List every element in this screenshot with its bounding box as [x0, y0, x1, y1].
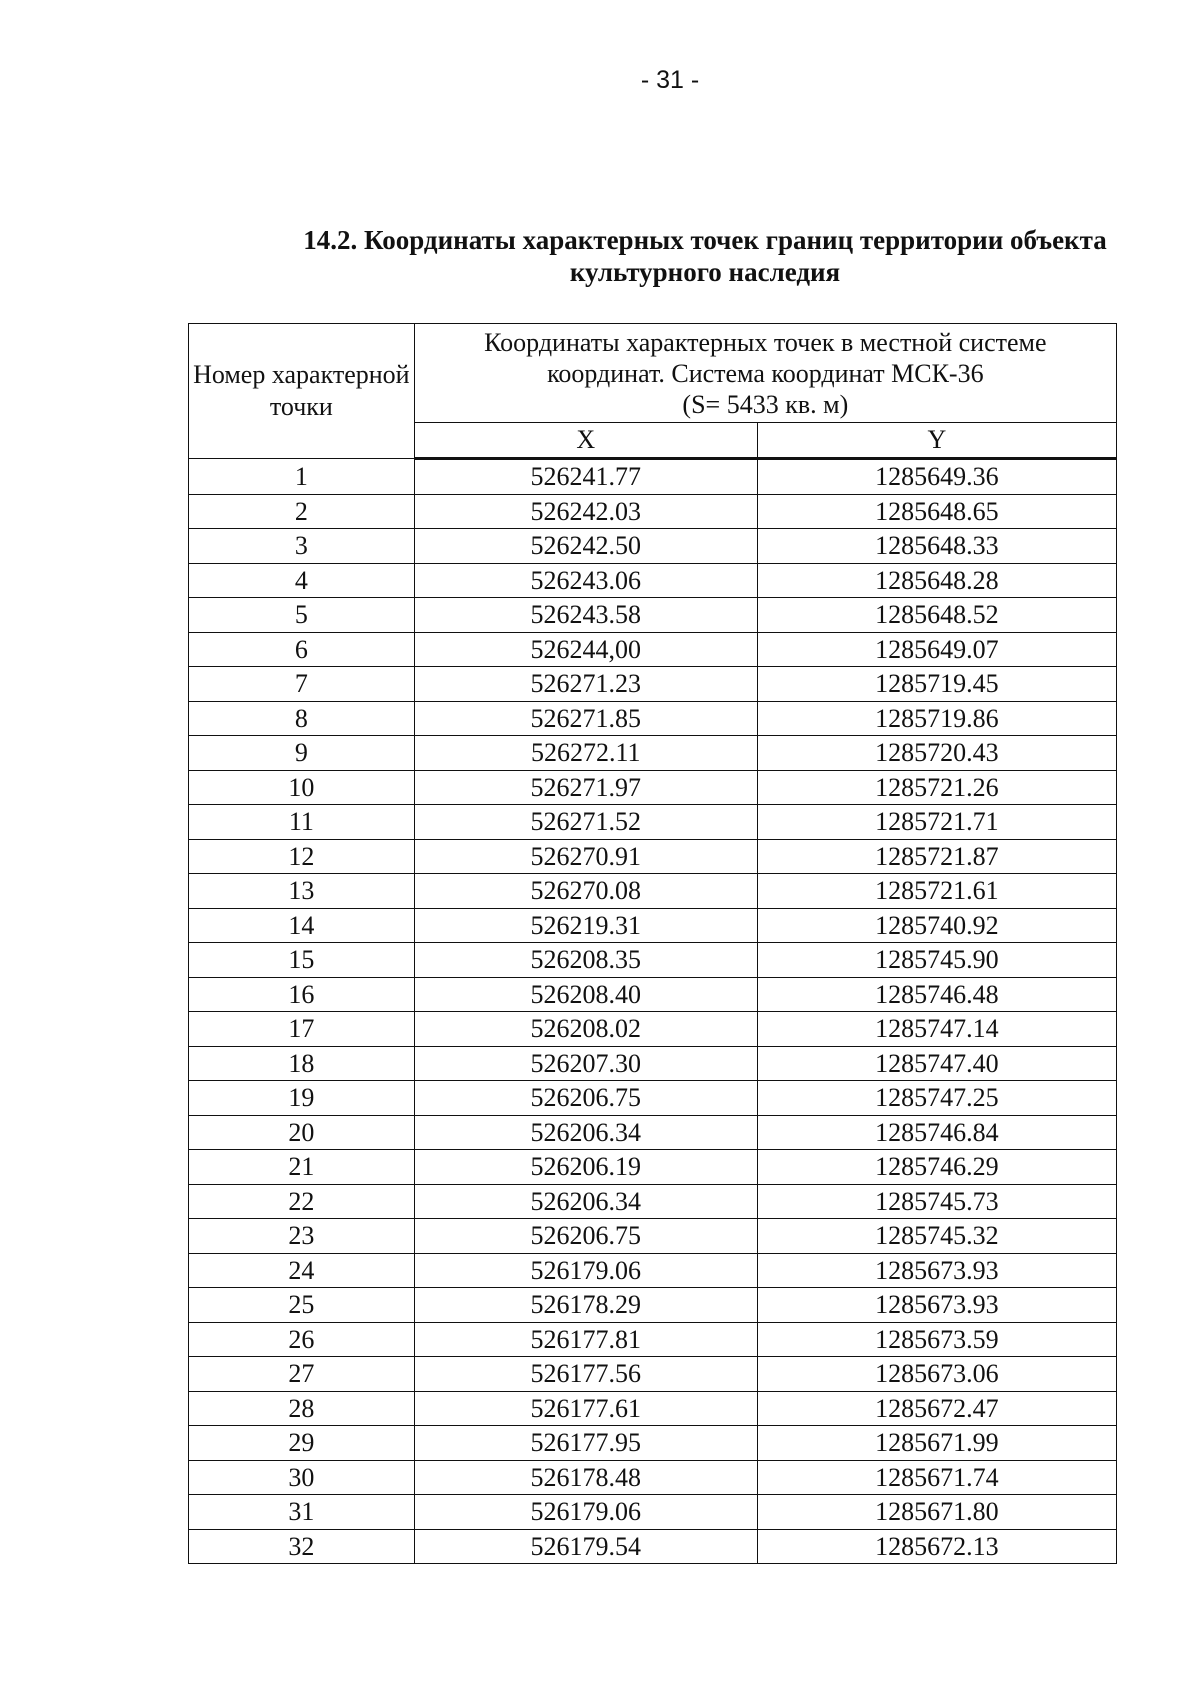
- point-number-cell: 31: [189, 1495, 415, 1530]
- table-row: [189, 805, 1117, 840]
- point-number-header: Номер характерной точки: [189, 324, 415, 459]
- table-row: [189, 563, 1117, 598]
- x-coordinate-cell: 526177.95: [414, 1426, 757, 1461]
- point-number-cell: 25: [189, 1288, 415, 1323]
- table-row: [189, 1150, 1117, 1185]
- y-coordinate-cell: 1285672.47: [757, 1391, 1116, 1426]
- x-coordinate-cell: 526271.52: [414, 805, 757, 840]
- y-coordinate-cell: 1285721.26: [757, 770, 1116, 805]
- y-coordinate-cell: 1285745.73: [757, 1184, 1116, 1219]
- point-number-cell: 1: [189, 459, 415, 495]
- point-number-cell: 13: [189, 874, 415, 909]
- point-number-cell: 15: [189, 943, 415, 978]
- x-coordinate-cell: 526208.35: [414, 943, 757, 978]
- table-row: [189, 1219, 1117, 1254]
- x-coordinate-cell: 526271.23: [414, 667, 757, 702]
- table-row: [189, 1495, 1117, 1530]
- x-coordinate-cell: 526241.77: [414, 459, 757, 495]
- point-number-cell: 17: [189, 1012, 415, 1047]
- table-row: [189, 632, 1117, 667]
- point-number-cell: 6: [189, 632, 415, 667]
- x-coordinate-cell: 526177.61: [414, 1391, 757, 1426]
- x-coordinate-cell: 526208.40: [414, 977, 757, 1012]
- point-number-cell: 14: [189, 908, 415, 943]
- table-row: [189, 1529, 1117, 1564]
- y-coordinate-cell: 1285671.99: [757, 1426, 1116, 1461]
- point-number-cell: 3: [189, 529, 415, 564]
- x-coordinate-cell: 526206.75: [414, 1219, 757, 1254]
- x-coordinate-cell: 526178.29: [414, 1288, 757, 1323]
- point-number-cell: 8: [189, 701, 415, 736]
- x-coordinate-cell: 526244,00: [414, 632, 757, 667]
- x-coordinate-cell: 526243.06: [414, 563, 757, 598]
- table-row: [189, 1426, 1117, 1461]
- y-coordinate-cell: 1285721.87: [757, 839, 1116, 874]
- table-row: [189, 598, 1117, 633]
- y-coordinate-cell: 1285746.48: [757, 977, 1116, 1012]
- y-coordinate-cell: 1285720.43: [757, 736, 1116, 771]
- point-number-cell: 18: [189, 1046, 415, 1081]
- x-coordinate-cell: 526177.81: [414, 1322, 757, 1357]
- point-number-cell: 23: [189, 1219, 415, 1254]
- point-number-cell: 11: [189, 805, 415, 840]
- x-coordinate-cell: 526178.48: [414, 1460, 757, 1495]
- table-row: [189, 736, 1117, 771]
- point-number-cell: 28: [189, 1391, 415, 1426]
- x-coordinate-cell: 526242.50: [414, 529, 757, 564]
- y-coordinate-cell: 1285673.93: [757, 1253, 1116, 1288]
- table-row: [189, 1460, 1117, 1495]
- point-number-cell: 27: [189, 1357, 415, 1392]
- y-coordinate-cell: 1285746.84: [757, 1115, 1116, 1150]
- x-coordinate-cell: 526177.56: [414, 1357, 757, 1392]
- x-coordinate-cell: 526219.31: [414, 908, 757, 943]
- y-coordinate-cell: 1285747.40: [757, 1046, 1116, 1081]
- table-header: [189, 324, 1117, 459]
- y-coordinate-cell: 1285719.45: [757, 667, 1116, 702]
- point-number-cell: 12: [189, 839, 415, 874]
- y-coordinate-cell: 1285649.36: [757, 459, 1116, 495]
- x-coordinate-cell: 526207.30: [414, 1046, 757, 1081]
- coordinates-table: [188, 323, 1117, 1564]
- group-header-line-2: координат. Система координат МСК-36: [547, 358, 984, 388]
- y-coordinate-cell: 1285740.92: [757, 908, 1116, 943]
- table-row: [189, 943, 1117, 978]
- point-number-cell: 5: [189, 598, 415, 633]
- y-coordinate-cell: 1285648.33: [757, 529, 1116, 564]
- y-coordinate-cell: 1285671.74: [757, 1460, 1116, 1495]
- y-coordinate-cell: 1285648.52: [757, 598, 1116, 633]
- point-number-cell: 16: [189, 977, 415, 1012]
- table-row: [189, 494, 1117, 529]
- point-number-cell: 21: [189, 1150, 415, 1185]
- x-coordinate-cell: 526179.06: [414, 1495, 757, 1530]
- y-coordinate-cell: 1285746.29: [757, 1150, 1116, 1185]
- y-coordinate-cell: 1285673.59: [757, 1322, 1116, 1357]
- point-number-cell: 9: [189, 736, 415, 771]
- table-row: [189, 1391, 1117, 1426]
- point-number-cell: 2: [189, 494, 415, 529]
- point-number-cell: 26: [189, 1322, 415, 1357]
- y-coordinate-cell: 1285745.90: [757, 943, 1116, 978]
- x-coordinate-cell: 526179.06: [414, 1253, 757, 1288]
- page-number: - 31 -: [640, 66, 700, 94]
- point-number-cell: 29: [189, 1426, 415, 1461]
- y-coordinate-cell: 1285671.80: [757, 1495, 1116, 1530]
- y-coordinate-cell: 1285648.28: [757, 563, 1116, 598]
- point-number-cell: 4: [189, 563, 415, 598]
- x-column-header: X: [414, 423, 757, 459]
- table-row: [189, 1046, 1117, 1081]
- section-title: [270, 224, 1140, 288]
- x-coordinate-cell: 526271.97: [414, 770, 757, 805]
- point-number-cell: 32: [189, 1529, 415, 1564]
- x-coordinate-cell: 526270.08: [414, 874, 757, 909]
- table-row: [189, 1081, 1117, 1116]
- table-row: [189, 977, 1117, 1012]
- point-number-cell: 30: [189, 1460, 415, 1495]
- y-column-header: Y: [757, 423, 1116, 459]
- x-coordinate-cell: 526206.19: [414, 1150, 757, 1185]
- y-coordinate-cell: 1285721.71: [757, 805, 1116, 840]
- x-coordinate-cell: 526206.34: [414, 1184, 757, 1219]
- y-coordinate-cell: 1285747.14: [757, 1012, 1116, 1047]
- section-title-line-1: 14.2. Координаты характерных точек границ территории объекта: [303, 225, 1107, 255]
- y-coordinate-cell: 1285721.61: [757, 874, 1116, 909]
- point-number-cell: 10: [189, 770, 415, 805]
- table-body: [189, 459, 1117, 1564]
- x-coordinate-cell: 526271.85: [414, 701, 757, 736]
- group-header-line-3: (S= 5433 кв. м): [682, 389, 849, 419]
- x-coordinate-cell: 526270.91: [414, 839, 757, 874]
- point-number-cell: 19: [189, 1081, 415, 1116]
- x-coordinate-cell: 526243.58: [414, 598, 757, 633]
- table-row: [189, 1115, 1117, 1150]
- x-coordinate-cell: 526206.75: [414, 1081, 757, 1116]
- point-number-cell: 20: [189, 1115, 415, 1150]
- coordinates-group-header: [414, 324, 1116, 423]
- table-row: [189, 459, 1117, 495]
- y-coordinate-cell: 1285648.65: [757, 494, 1116, 529]
- table-row: [189, 1322, 1117, 1357]
- y-coordinate-cell: 1285649.07: [757, 632, 1116, 667]
- x-coordinate-cell: 526272.11: [414, 736, 757, 771]
- point-number-cell: 24: [189, 1253, 415, 1288]
- point-number-cell: 7: [189, 667, 415, 702]
- table-row: [189, 1184, 1117, 1219]
- table-row: [189, 770, 1117, 805]
- x-coordinate-cell: 526242.03: [414, 494, 757, 529]
- table-row: [189, 1012, 1117, 1047]
- table-row: [189, 1253, 1117, 1288]
- point-number-cell: 22: [189, 1184, 415, 1219]
- table-row: [189, 1357, 1117, 1392]
- group-header-line-1: Координаты характерных точек в местной системе: [484, 327, 1047, 357]
- section-title-line-2: культурного наследия: [569, 257, 841, 287]
- table-row: [189, 701, 1117, 736]
- table-row: [189, 908, 1117, 943]
- table-row: [189, 529, 1117, 564]
- y-coordinate-cell: 1285747.25: [757, 1081, 1116, 1116]
- y-coordinate-cell: 1285672.13: [757, 1529, 1116, 1564]
- table-row: [189, 1288, 1117, 1323]
- x-coordinate-cell: 526208.02: [414, 1012, 757, 1047]
- x-coordinate-cell: 526179.54: [414, 1529, 757, 1564]
- y-coordinate-cell: 1285745.32: [757, 1219, 1116, 1254]
- table-row: [189, 874, 1117, 909]
- y-coordinate-cell: 1285673.93: [757, 1288, 1116, 1323]
- table-row: [189, 839, 1117, 874]
- y-coordinate-cell: 1285673.06: [757, 1357, 1116, 1392]
- table-row: [189, 667, 1117, 702]
- x-coordinate-cell: 526206.34: [414, 1115, 757, 1150]
- y-coordinate-cell: 1285719.86: [757, 701, 1116, 736]
